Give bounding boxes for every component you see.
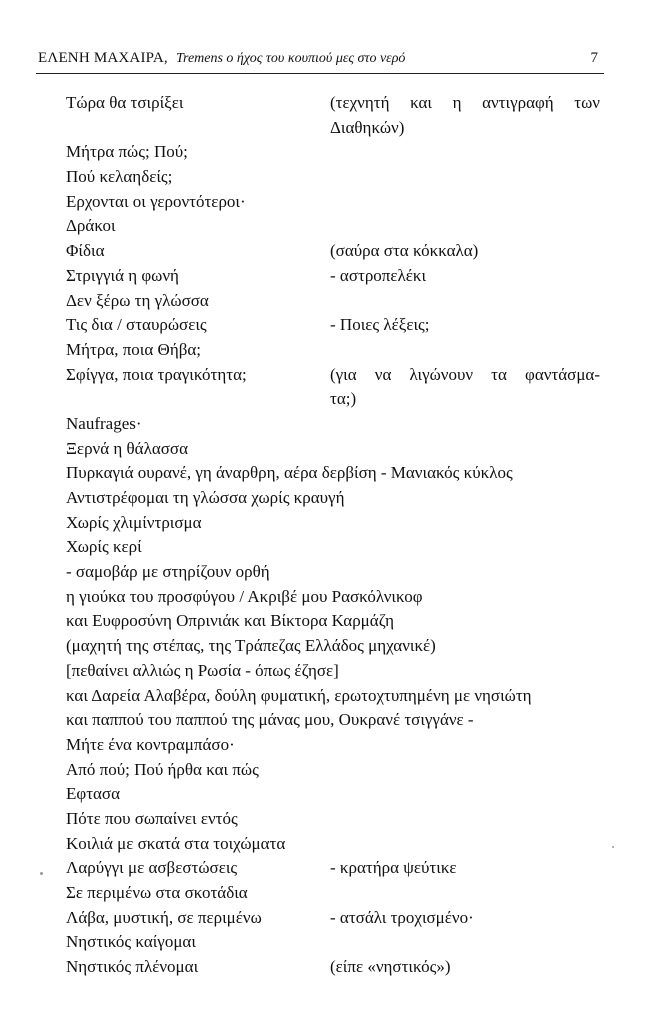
- poem-line: [66, 387, 606, 412]
- poem-line: [66, 659, 606, 684]
- poem-line: [66, 807, 606, 832]
- poem-line-annotation: Διαθηκών): [330, 117, 405, 137]
- poem-line: [66, 881, 606, 906]
- poem-line: [66, 708, 606, 733]
- poem-line-left: Τώρα θα τσιρίξει: [66, 93, 184, 112]
- poem-line: [66, 91, 606, 116]
- poem-line: [66, 140, 606, 165]
- poem-line: [66, 363, 606, 388]
- poem-line-text: (μαχητή της στέπας, της Τράπεζας Ελλάδος μηχανικέ): [66, 636, 436, 656]
- poem-line-text: η γιούκα του προσφύγου / Ακριβέ μου Ρασκόλνικοφ: [66, 586, 423, 606]
- poem-line-text: Μήτε ένα κοντραμπάσο·: [66, 734, 235, 754]
- poem-line: [66, 758, 606, 783]
- poem-line-annotation: - ατσάλι τροχισμένο·: [330, 907, 474, 927]
- poem-line-text: Χωρίς κερί: [66, 537, 142, 557]
- poem-line-annotation: (είπε «νηστικός»): [330, 957, 451, 977]
- poem-line: [66, 930, 606, 955]
- poem-line: [66, 214, 606, 239]
- poem-line-left: Δράκοι: [66, 216, 116, 236]
- poem-line-text: Εφτασα: [66, 784, 121, 804]
- poem-line-left: Μήτρα πώς; Πού;: [66, 142, 188, 162]
- poem-line-text: και παππού του παππού της μάνας μου, Ουκρανέ τσιγγάνε -: [66, 710, 474, 730]
- poem-line-text: Κοιλιά με σκατά στα τοιχώματα: [66, 833, 286, 853]
- poem-line-text: Σε περιμένω στα σκοτάδια: [66, 883, 248, 902]
- poem-line-left: Σφίγγα, ποια τραγικότητα;: [66, 364, 247, 384]
- poem-line-annotation: τα;): [330, 389, 357, 409]
- poem-line: [66, 412, 606, 437]
- poem-line-left: Τις δια / σταυρώσεις: [66, 315, 207, 335]
- poem-line: [66, 832, 606, 857]
- poem-line: [66, 264, 606, 289]
- poem-line: [66, 585, 606, 610]
- poem-line-text: Πότε που σωπαίνει εντός: [66, 808, 238, 828]
- poem-line: [66, 486, 606, 511]
- poem-line: [66, 782, 606, 807]
- poem-line: [66, 239, 606, 264]
- poem-line-annotation: (τεχνητή και η αντιγραφή των: [330, 93, 600, 112]
- poem-line-left: Λαρύγγι με ασβεστώσεις: [66, 858, 238, 878]
- poem-line: [66, 906, 606, 931]
- poem-line-left: Ερχονται οι γεροντότεροι·: [66, 191, 246, 211]
- poem-line: [66, 511, 606, 536]
- poem-line-left: Νηστικός πλένομαι: [66, 957, 199, 977]
- poem-line-text: και Δαρεία Αλαβέρα, δούλη φυματική, ερωτοχτυπημένη με νησιώτη: [66, 685, 532, 705]
- poem-line-left: Στριγγιά η φωνή: [66, 265, 179, 285]
- poem-line-annotation: - κρατήρα ψεύτικε: [330, 858, 457, 878]
- poem-line-left: Ξερνά η θάλασσα: [66, 438, 188, 458]
- poem-line: [66, 560, 606, 585]
- poem-line: [66, 733, 606, 758]
- poem-line: [66, 289, 606, 314]
- header-rule: [36, 73, 604, 74]
- poem-line-text: - σαμοβάρ με στηρίζουν ορθή: [66, 562, 270, 582]
- poem-line: [66, 684, 606, 709]
- poem-line: [66, 338, 606, 363]
- poem-line: [66, 856, 606, 881]
- poem-line: [66, 190, 606, 215]
- poem-line: [66, 116, 606, 141]
- scan-speck: [612, 846, 614, 848]
- poem-line: [66, 437, 606, 462]
- scan-speck: [40, 872, 43, 875]
- page-number: 7: [590, 50, 598, 66]
- poem-body: [66, 91, 606, 980]
- poem-line-text: Χωρίς χλιμίντρισμα: [66, 512, 202, 532]
- poem-line-left: Φίδια: [66, 241, 105, 261]
- poem-line: [66, 461, 606, 486]
- poem-line-annotation: - αστροπελέκι: [330, 265, 427, 285]
- poem-line-left: Naufrages·: [66, 413, 142, 433]
- poem-line: [66, 609, 606, 634]
- poem-line-left: Πού κελαηδείς;: [66, 167, 173, 187]
- header-title: Tremens ο ήχος του κουπιού μες στο νερό: [176, 51, 406, 66]
- poem-line-text: Πυρκαγιά ουρανέ, γη άναρθρη, αέρα δερβίση - Μανιακός κύκλος: [66, 463, 513, 483]
- poem-line-annotation: (για να λιγώνουν τα φαντάσμα-: [330, 364, 600, 384]
- poem-line-left: Δεν ξέρω τη γλώσσα: [66, 290, 209, 310]
- running-header: [38, 50, 598, 72]
- poem-line: [66, 165, 606, 190]
- poem-line-annotation: - Ποιες λέξεις;: [330, 315, 430, 335]
- poem-line: [66, 955, 606, 980]
- poem-line-annotation: (σαύρα στα κόκκαλα): [330, 241, 479, 261]
- poem-line-text: Από πού; Πού ήρθα και πώς: [66, 759, 259, 779]
- poem-line: [66, 313, 606, 338]
- poem-line-left: Μήτρα, ποια Θήβα;: [66, 339, 201, 359]
- poem-line-text: Νηστικός καίγομαι: [66, 932, 196, 952]
- header-author: ΕΛΕΝΗ ΜΑΧΑΙΡΑ,: [38, 50, 168, 66]
- poem-line-text: και Ευφροσύνη Οπρινιάκ και Βίκτορα Καρμάζη: [66, 611, 394, 631]
- poem-line-text: Αντιστρέφομαι τη γλώσσα χωρίς κραυγή: [66, 488, 345, 507]
- poem-line: [66, 634, 606, 659]
- poem-line-left: Λάβα, μυστική, σε περιμένω: [66, 907, 262, 927]
- poem-line-text: [πεθαίνει αλλιώς η Ρωσία - όπως έζησε]: [66, 660, 339, 680]
- poem-line: [66, 535, 606, 560]
